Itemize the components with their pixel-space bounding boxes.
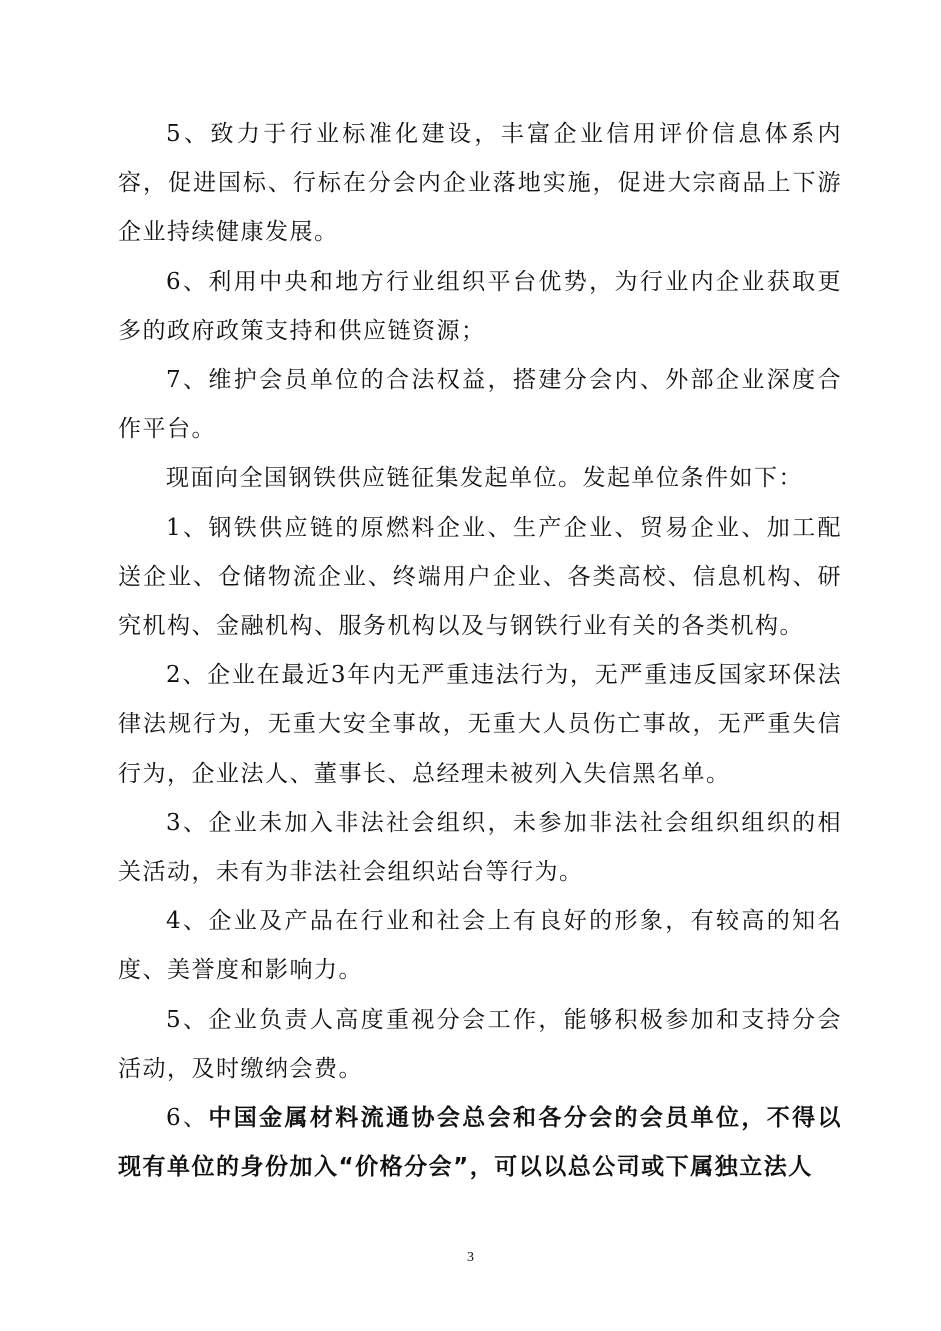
document-body [118,110,842,1192]
paragraph-goal-5: 5、致力于行业标准化建设，丰富企业信用评价信息体系内容，促进国标、行标在分会内企业落地实施，促进大宗商品上下游企业持续健康发展。 [118,121,842,246]
paragraph-condition-5: 5、企业负责人高度重视分会工作，能够积极参加和支持分会活动，及时缴纳会费。 [118,1006,842,1082]
condition-6-text: 中国金属材料流通协会总会和各分会的会员单位，不得以现有单位的身份加入“价格分会”，可以以总公司或下属独立法人 [118,1105,843,1181]
paragraph-goal-6: 6、利用中央和地方行业组织平台优势，为行业内企业获取更多的政府政策支持和供应链资源； [118,268,842,344]
paragraph-condition-4: 4、企业及产品在行业和社会上有良好的形象，有较高的知名度、美誉度和影响力。 [118,908,842,984]
condition-6-number: 6、 [166,1105,209,1132]
paragraph-condition-3: 3、企业未加入非法社会组织，未参加非法社会组织组织的相关活动，未有为非法社会组织站台等行为。 [118,809,842,886]
paragraph-condition-6 [118,1094,842,1192]
paragraph-condition-2: 2、企业在最近3年内无严重违法行为，无严重违反国家环保法律法规行为，无重大安全事故，无重大人员伤亡事故，无严重失信行为，企业法人、董事长、总经理未被列入失信黑名单。 [118,662,842,787]
paragraph-goal-7: 7、维护会员单位的合法权益，搭建分会内、外部企业深度合作平台。 [118,367,842,443]
page-number: 3 [467,1250,474,1265]
paragraph-condition-1: 1、钢铁供应链的原燃料企业、生产企业、贸易企业、加工配送企业、仓储物流企业、终端用户企业、各类高校、信息机构、研究机构、金融机构、服务机构以及与钢铁行业有关的各类机构。 [118,514,842,640]
paragraph-call-for-founders: 现面向全国钢铁供应链征集发起单位。发起单位条件如下： [166,465,803,492]
